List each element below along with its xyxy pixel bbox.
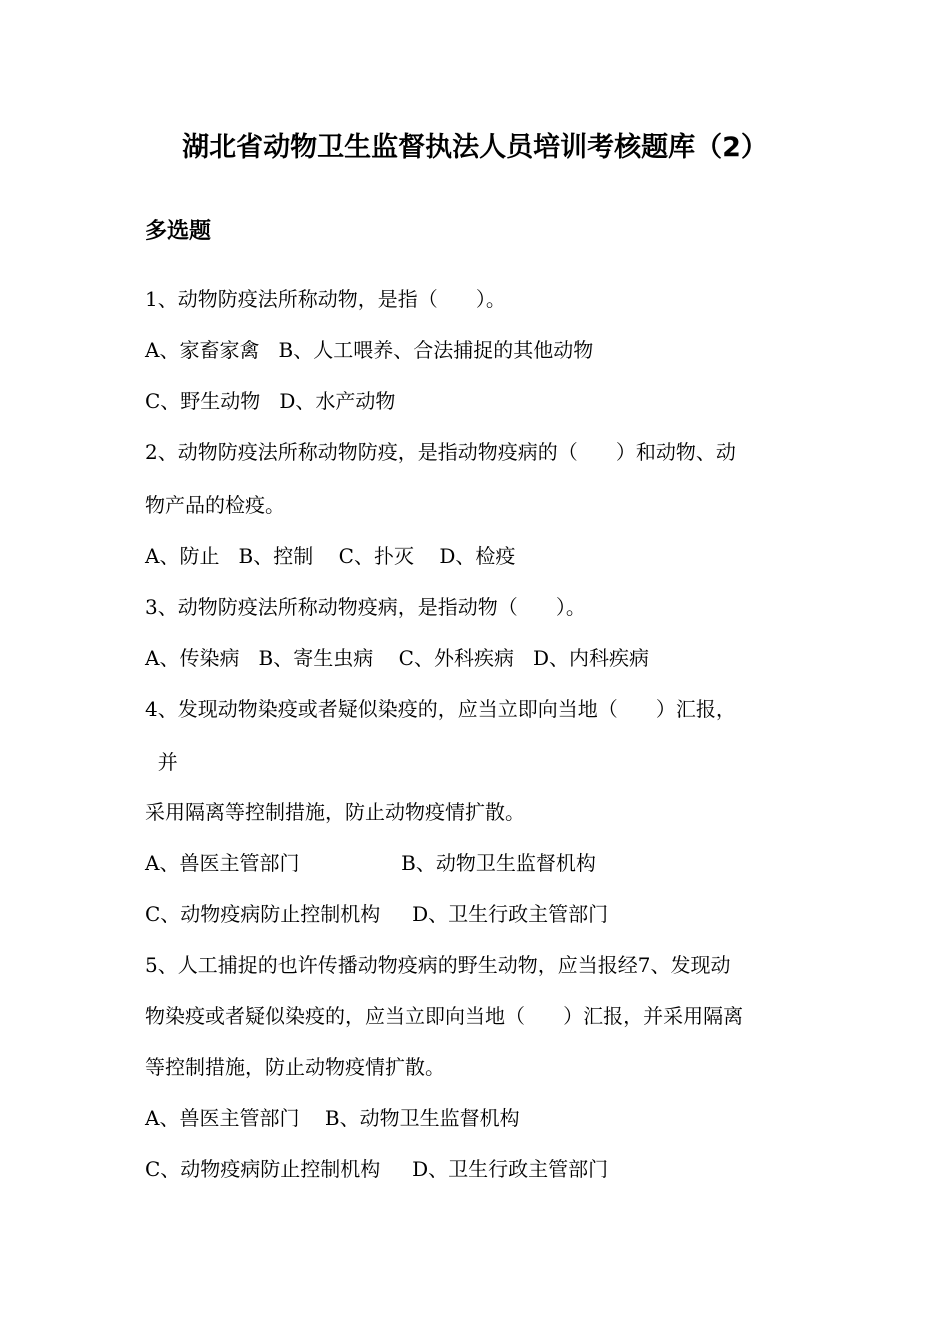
section-heading: 多选题 [145,219,212,244]
question-5-options-cd: C、动物疫病防止控制机构 D、卫生行政主管部门 [145,1157,609,1181]
question-1-stem: 1、动物防疫法所称动物，是指（ ）。 [145,287,506,311]
question-2-stem: 2、动物防疫法所称动物防疫，是指动物疫病的（ ）和动物、动 [145,440,736,464]
question-1-options-ab: A、家畜家禽 B、人工喂养、合法捕捉的其他动物 [145,338,594,362]
question-4-stem: 4、发现动物染疫或者疑似染疫的，应当立即向当地（ ）汇报， [145,697,736,721]
question-5-stem-cont-2: 等控制措施，防止动物疫情扩散。 [145,1055,445,1079]
question-5-stem: 5、人工捕捉的也许传播动物疫病的野生动物，应当报经7、发现动 [145,953,731,977]
page-title: 湖北省动物卫生监督执法人员培训考核题库（2） [182,132,768,163]
question-2-options: A、防止 B、控制 C、扑灭 D、检疫 [145,544,516,568]
question-4-stem-cont: 并 [145,750,178,774]
question-4-options-ab: A、兽医主管部门 B、动物卫生监督机构 [145,851,596,875]
question-3-options: A、传染病 B、寄生虫病 C、外科疾病 D、内科疾病 [145,646,650,670]
question-5-options-ab: A、兽医主管部门 B、动物卫生监督机构 [145,1106,520,1130]
question-3-stem: 3、动物防疫法所称动物疫病，是指动物（ ）。 [145,595,586,619]
question-1-options-cd: C、野生动物 D、水产动物 [145,389,396,413]
question-5-stem-cont: 物染疫或者疑似染疫的，应当立即向当地（ ）汇报，并采用隔离 [145,1004,744,1028]
question-4-stem-cont-2: 采用隔离等控制措施，防止动物疫情扩散。 [145,800,525,824]
question-2-stem-cont: 物产品的检疫。 [145,493,285,517]
question-4-options-cd: C、动物疫病防止控制机构 D、卫生行政主管部门 [145,902,609,926]
